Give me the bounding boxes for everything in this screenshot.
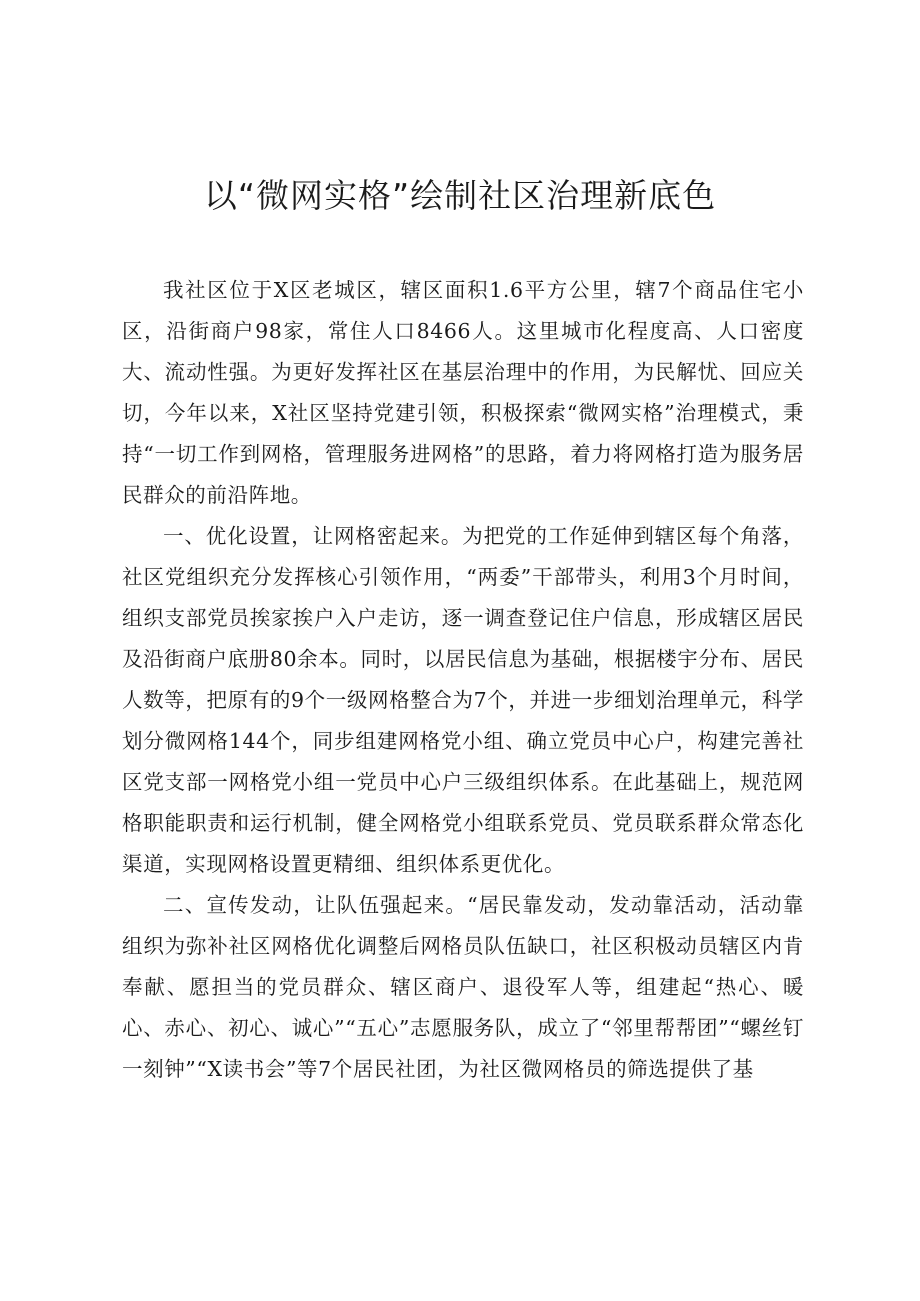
paragraph-section-1 [122,516,804,885]
paragraph-section-2 [122,885,804,1090]
paragraph-text: “居民靠发动，发动靠活动，活动靠组织为弥补社区网格优化调整后网格员队伍缺口，社区积极动员辖区内肯奉献、愿担当的党员群众、辖区商户、退役军人等，组建起“热心、暖心、赤心、初心、诚心”“五心”志愿服务队，成立了“邻里帮帮团”“螺丝钉一刻钟”“X读书会”等7个居民社团，为社区微网格员的筛选提供了基 [122,893,804,1081]
document-body [122,270,804,1090]
paragraph-text: 我社区位于X区老城区，辖区面积1.6平方公里，辖7个商品住宅小区，沿街商户98家，常住人口8466人。这里城市化程度高、人口密度大、流动性强。为更好发挥社区在基层治理中的作用，为民解忧、回应关切，今年以来，X社区坚持党建引领，积极探索“微网实格”治理模式，秉持“一切工作到网格，管理服务进网格”的思路，着力将网格打造为服务居民群众的前沿阵地。 [122,278,804,507]
page-title: 以“微网实格”绘制社区治理新底色 [203,176,717,215]
paragraph-intro [122,270,804,516]
section-heading: 二、宣传发动，让队伍强起来。 [163,893,468,917]
paragraph-text: 为把党的工作延伸到辖区每个角落，社区党组织充分发挥核心引领作用，“两委”干部带头，利用3个月时间，组织支部党员挨家挨户入户走访，逐一调查登记住户信息，形成辖区居民及沿街商户底册80余本。同时，以居民信息为基础，根据楼宇分布、居民人数等，把原有的9个一级网格整合为7个，并进一步细划治理单元，科学划分微网格144个，同步组建网格党小组、确立党员中心户，构建完善社区党支部一网格党小组一党员中心户三级组织体系。在此基础上，规范网格职能职责和运行机制，健全网格党小组联系党员、党员联系群众常态化渠道，实现网格设置更精细、组织体系更优化。 [122,524,804,876]
section-heading: 一、优化设置，让网格密起来。 [163,524,463,548]
